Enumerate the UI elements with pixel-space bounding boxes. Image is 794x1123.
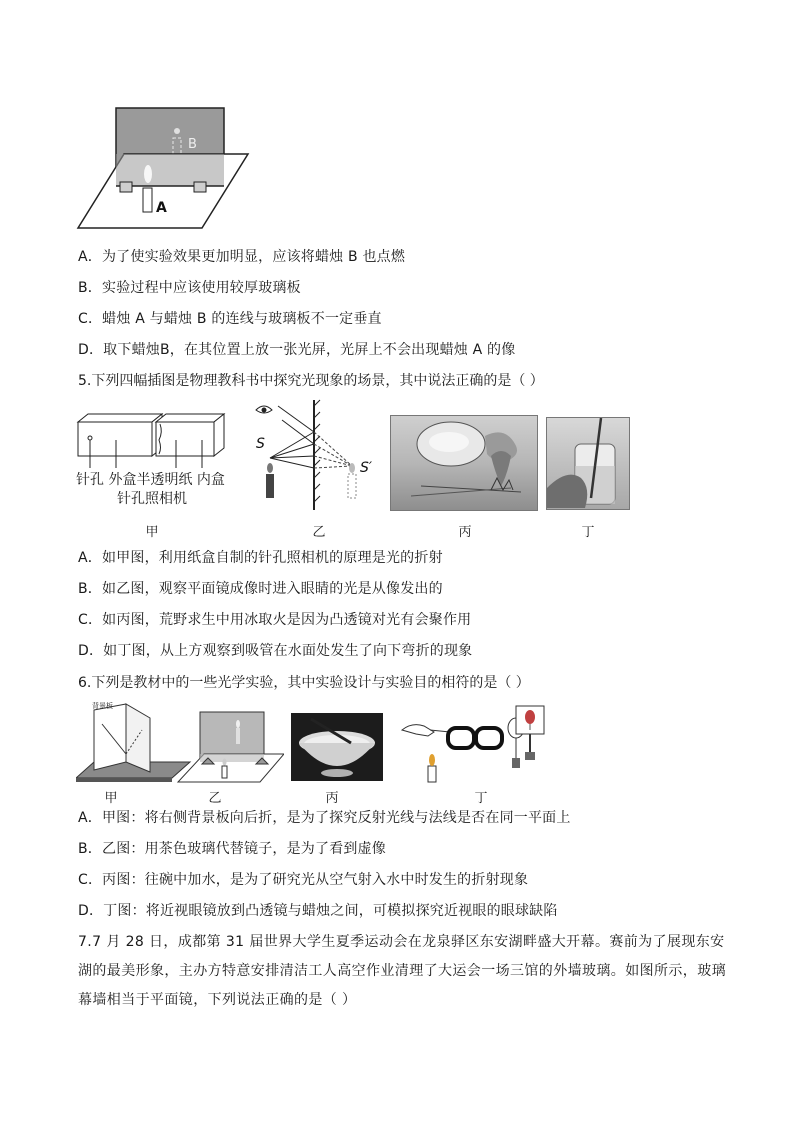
- q6-option-b: B．乙图：用茶色玻璃代替镜子，是为了看到虚像: [78, 841, 387, 857]
- plane-mirror-figure: [76, 104, 252, 232]
- q6-caption-yi: 乙: [208, 791, 222, 806]
- board-label: 背景板: [92, 702, 113, 710]
- mirror-ray-figure: [252, 398, 382, 510]
- q5-caption-yi: 乙: [312, 525, 326, 540]
- candle-a: [143, 188, 152, 212]
- ice-lens-photo: [390, 415, 538, 511]
- bowl-chopstick-photo: [291, 713, 383, 781]
- q5-caption-bing: 丙: [458, 525, 472, 540]
- q5-caption-jia: 甲: [145, 525, 159, 540]
- q6-option-c: C．丙图：往碗中加水，是为了研究光从空气射入水中时发生的折射现象: [78, 872, 529, 888]
- camera-label-inner-box: 内盒: [196, 472, 225, 488]
- camera-label-paper: 半透明纸: [136, 472, 193, 488]
- q5-option-b: B．如乙图，观察平面镜成像时进入眼睛的光是从像发出的: [78, 581, 443, 597]
- q4-option-d: D．取下蜡烛B，在其位置上放一张光屏，光屏上不会出现蜡烛 A 的像: [78, 342, 516, 358]
- q6-stem: 6.下列是教材中的一些光学实验，其中实验设计与实验目的相符的是（ ）: [78, 675, 530, 691]
- q7-text: 7.7 月 28 日，成都第 31 届世界大学生夏季运动会在龙泉驿区东安湖畔盛大开幕。赛前为了展现东安湖的最美形象，主办方特意安排清洁工人高空作业清理了大运会一场三馆的外墙玻璃。如图所示，玻璃幕墙相当于平面镜，下列说法正确的是（ ）: [78, 934, 726, 1008]
- reflection-board-figure: [76, 700, 192, 782]
- pinhole-camera-figure: [76, 412, 228, 470]
- screen-figure: [510, 702, 552, 762]
- camera-label-pinhole: 针孔: [76, 472, 104, 488]
- q6-caption-bing: 丙: [325, 791, 339, 806]
- q4-option-b: B．实验过程中应该使用较厚玻璃板: [78, 280, 301, 296]
- q6-option-a: A．甲图：将右侧背景板向后折，是为了探究反射光线与法线是否在同一平面上: [78, 810, 571, 826]
- glass-plate-figure: [176, 710, 284, 784]
- q4-option-a: A．为了使实验效果更加明显，应该将蜡烛 B 也点燃: [78, 249, 406, 265]
- straw-in-water-photo: [546, 417, 630, 510]
- label-s-prime: S′: [360, 460, 373, 476]
- label-b: B: [188, 137, 197, 152]
- q4-option-c: C．蜡烛 A 与蜡烛 B 的连线与玻璃板不一定垂直: [78, 311, 382, 327]
- label-s: S: [256, 436, 265, 452]
- camera-label-outer-box: 外盒: [108, 472, 137, 488]
- q5-option-a: A．如甲图，利用纸盒自制的针孔照相机的原理是光的折射: [78, 550, 443, 566]
- q5-stem: 5.下列四幅插图是物理教科书中探究光现象的场景，其中说法正确的是（ ）: [78, 373, 544, 389]
- q5-caption-ding: 丁: [581, 525, 595, 540]
- label-a: A: [156, 200, 167, 216]
- q6-caption-ding: 丁: [474, 791, 488, 806]
- q6-option-d: D．丁图：将近视眼镜放到凸透镜与蜡烛之间，可模拟探究近视眼的眼球缺陷: [78, 903, 558, 919]
- camera-title: 针孔照相机: [117, 491, 187, 507]
- q5-option-d: D．如丁图，从上方观察到吸管在水面处发生了向下弯折的现象: [78, 643, 473, 659]
- q5-option-c: C．如丙图，荒野求生中用冰取火是因为凸透镜对光有会聚作用: [78, 612, 472, 628]
- q6-caption-jia: 甲: [104, 791, 118, 806]
